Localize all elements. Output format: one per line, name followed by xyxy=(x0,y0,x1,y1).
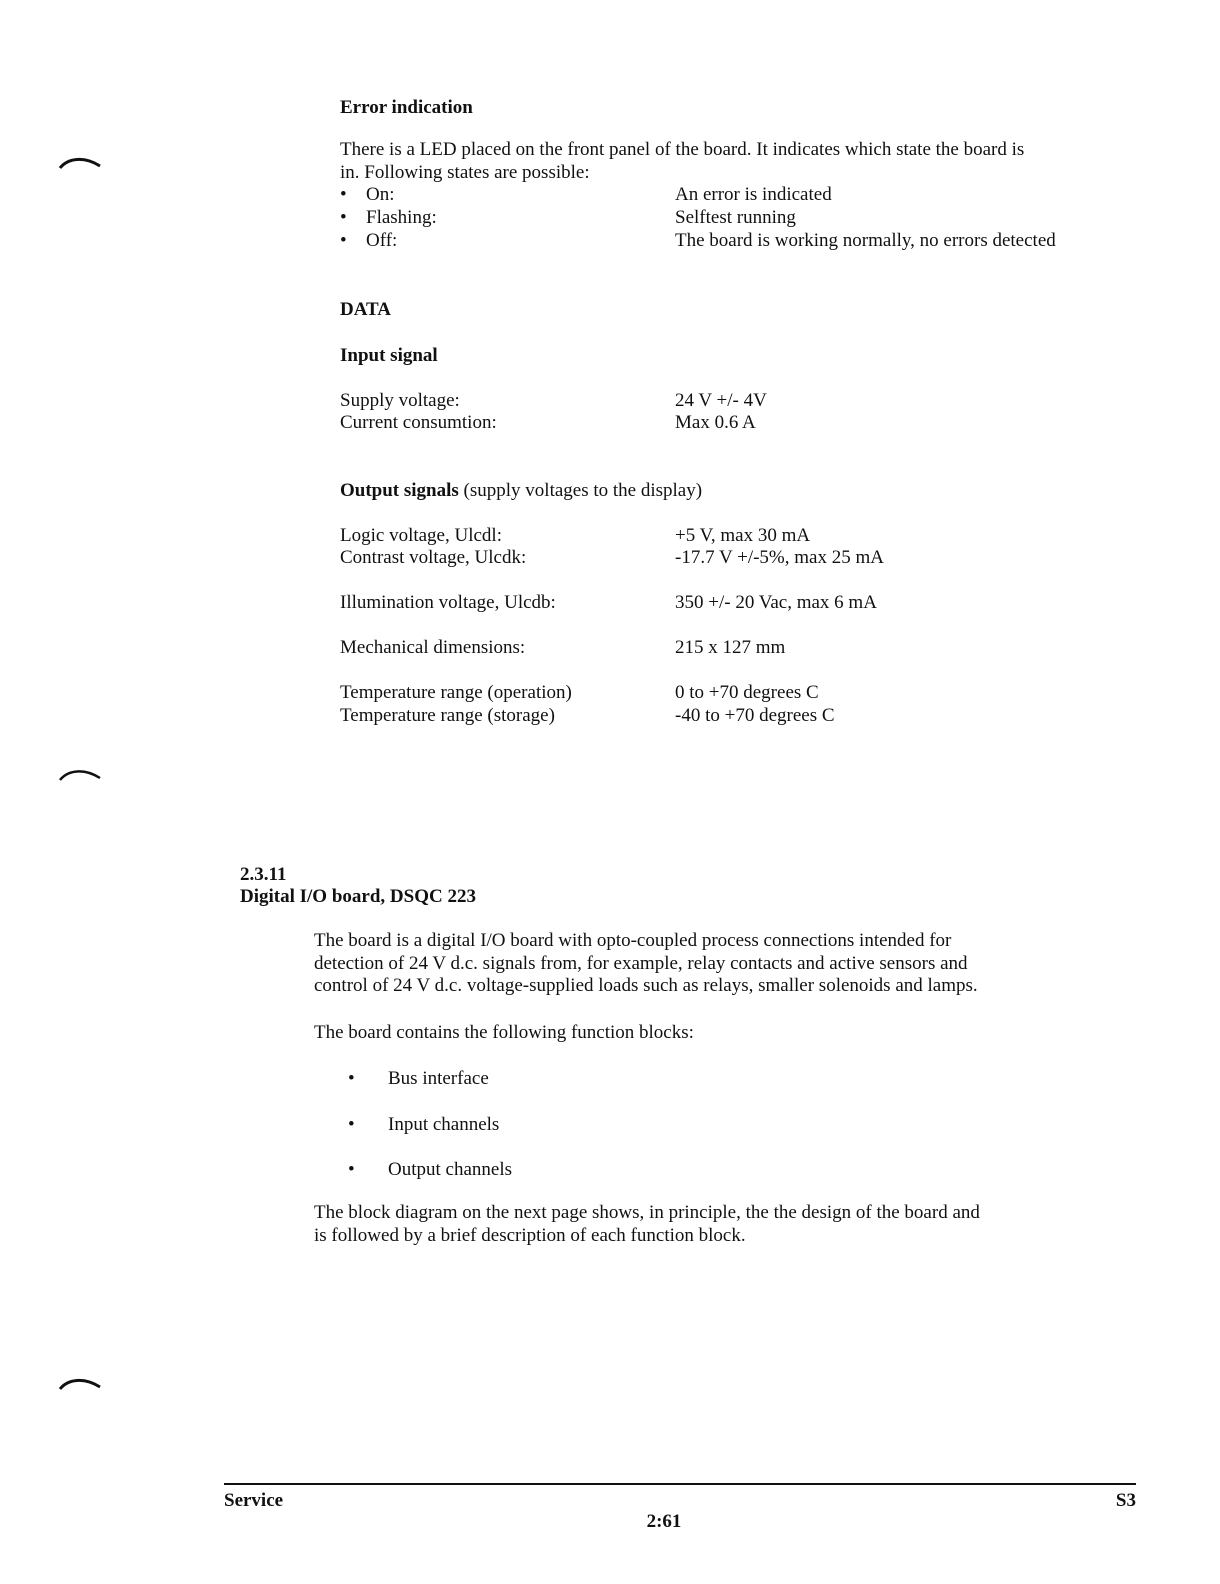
intro-paragraph-line-1: The board is a digital I/O board with opto-coupled process connections intended for xyxy=(314,930,952,951)
temp-operation-value: 0 to +70 degrees C xyxy=(675,682,819,703)
output-signals-heading-bold: Output signals xyxy=(340,480,459,501)
state-label: Off: xyxy=(366,230,398,251)
illumination-voltage-label: Illumination voltage, Ulcdb: xyxy=(340,592,556,613)
state-desc-off: The board is working normally, no errors detected xyxy=(675,230,1056,251)
footer-rule xyxy=(224,1483,1136,1485)
state-desc-on: An error is indicated xyxy=(675,184,832,205)
output-signals-heading-rest: (supply voltages to the display) xyxy=(458,480,703,501)
contrast-voltage-label: Contrast voltage, Ulcdk: xyxy=(340,547,527,568)
footer-right: S3 xyxy=(1115,1490,1136,1511)
error-intro-line-2: in. Following states are possible: xyxy=(340,162,590,183)
function-block-label: Input channels xyxy=(388,1114,500,1135)
mechanical-dimensions-value: 215 x 127 mm xyxy=(675,637,786,658)
bullet-icon: • xyxy=(340,207,347,228)
function-blocks-intro: The board contains the following function blocks: xyxy=(314,1022,694,1043)
footer-left: Service xyxy=(224,1490,284,1511)
temp-storage-label: Temperature range (storage) xyxy=(340,705,555,726)
temp-operation-label: Temperature range (operation) xyxy=(340,682,572,703)
state-desc-flashing: Selftest running xyxy=(675,207,796,228)
block-diagram-paragraph-line-2: is followed by a brief description of each function block. xyxy=(314,1225,746,1246)
section-number: 2.3.11 xyxy=(240,864,287,885)
bullet-icon: • xyxy=(340,184,347,205)
temp-storage-value: -40 to +70 degrees C xyxy=(675,705,835,726)
data-heading: DATA xyxy=(340,299,392,320)
error-intro-line-1: There is a LED placed on the front panel of the board. It indicates which state the board is xyxy=(340,139,1025,160)
input-signal-heading: Input signal xyxy=(340,345,438,366)
page-number: 2:61 xyxy=(646,1511,682,1532)
binder-hole-mark xyxy=(58,1375,102,1391)
logic-voltage-value: +5 V, max 30 mA xyxy=(675,525,811,546)
illumination-voltage-value: 350 +/- 20 Vac, max 6 mA xyxy=(675,592,877,613)
current-consumption-value: Max 0.6 A xyxy=(675,412,756,433)
binder-hole-mark xyxy=(58,766,102,782)
mechanical-dimensions-label: Mechanical dimensions: xyxy=(340,637,526,658)
state-label: Flashing: xyxy=(366,207,437,228)
bullet-icon: • xyxy=(348,1159,355,1180)
error-indication-heading: Error indication xyxy=(340,97,473,118)
intro-paragraph-line-2: detection of 24 V d.c. signals from, for example, relay contacts and active sensors and xyxy=(314,953,968,974)
binder-hole-mark xyxy=(58,154,102,170)
output-signals-heading xyxy=(340,479,702,502)
bullet-icon: • xyxy=(340,230,347,251)
supply-voltage-value: 24 V +/- 4V xyxy=(675,390,767,411)
section-title: Digital I/O board, DSQC 223 xyxy=(240,886,476,907)
intro-paragraph-line-3: control of 24 V d.c. voltage-supplied loads such as relays, smaller solenoids and lamps. xyxy=(314,975,978,996)
state-label: On: xyxy=(366,184,395,205)
logic-voltage-label: Logic voltage, Ulcdl: xyxy=(340,525,502,546)
current-consumption-label: Current consumtion: xyxy=(340,412,497,433)
bullet-icon: • xyxy=(348,1068,355,1089)
block-diagram-paragraph-line-1: The block diagram on the next page shows, in principle, the the design of the board and xyxy=(314,1202,980,1223)
bullet-icon: • xyxy=(348,1114,355,1135)
function-block-label: Bus interface xyxy=(388,1068,489,1089)
supply-voltage-label: Supply voltage: xyxy=(340,390,460,411)
contrast-voltage-value: -17.7 V +/-5%, max 25 mA xyxy=(675,547,884,568)
function-block-label: Output channels xyxy=(388,1159,513,1180)
